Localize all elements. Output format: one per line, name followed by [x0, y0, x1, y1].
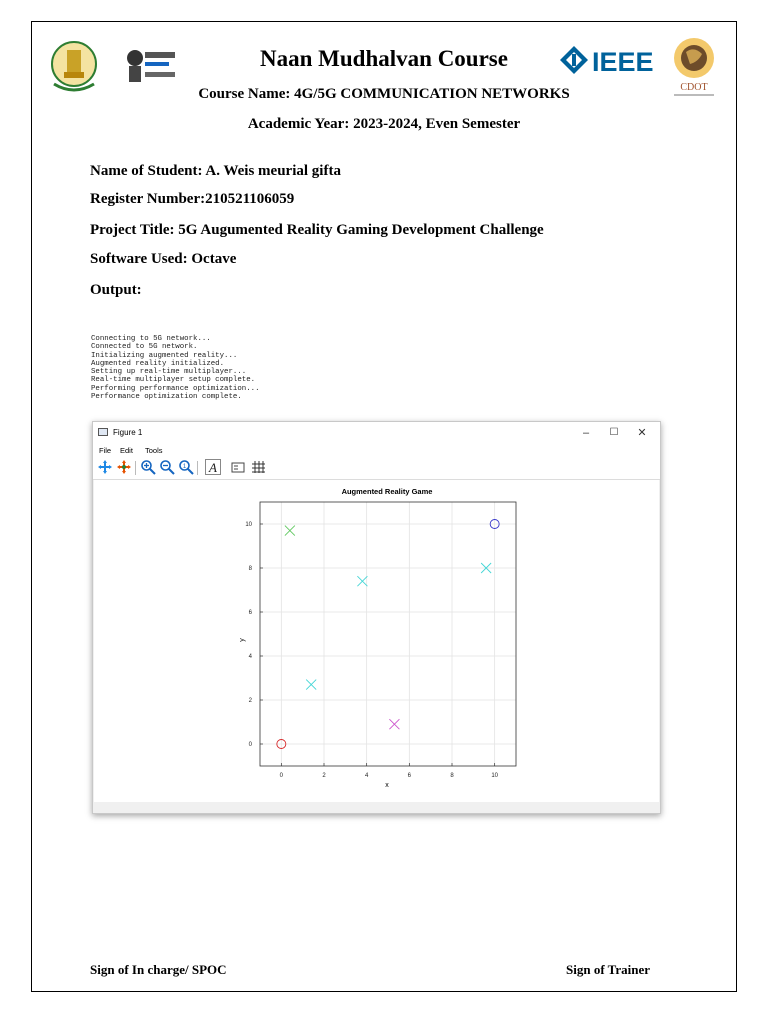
maximize-button[interactable]: ☐ [609, 427, 619, 438]
zoom-out-icon[interactable] [159, 459, 175, 475]
student-name: Name of Student: A. Weis meurial gifta [90, 163, 341, 179]
course-name: Course Name: 4G/5G COMMUNICATION NETWORKS [198, 86, 570, 102]
toolbar-separator [135, 461, 136, 475]
x-axis-label: x [385, 782, 389, 789]
legend-icon[interactable] [230, 459, 246, 475]
console-line: Connected to 5G network. [91, 343, 198, 352]
zoom-in-icon[interactable] [140, 459, 156, 475]
figure-app-icon [98, 428, 108, 436]
figure-statusbar [93, 802, 660, 813]
console-line: Real-time multiplayer setup complete. [91, 376, 256, 385]
rotate-icon[interactable] [116, 459, 132, 475]
figure-window[interactable] [92, 421, 661, 814]
x-tick-label: 8 [450, 773, 454, 779]
console-line: Performing performance optimization... [91, 384, 260, 393]
software-used: Software Used: Octave [90, 251, 237, 267]
figure-menubar [93, 444, 660, 457]
minimize-button[interactable]: – [582, 427, 590, 439]
chart-title: Augmented Reality Game [341, 487, 433, 496]
y-tick-label: 6 [248, 610, 252, 616]
figure-toolbar [93, 457, 660, 480]
register-number: Register Number:210521106059 [90, 191, 295, 207]
sign-trainer: Sign of Trainer [566, 962, 651, 977]
menu-tools[interactable]: Tools [145, 446, 163, 455]
x-tick-label: 4 [364, 773, 369, 779]
scatter-chart[interactable] [94, 480, 659, 802]
sign-incharge-spoc: Sign of In charge/ SPOC [90, 962, 227, 977]
pan-icon[interactable] [97, 459, 113, 475]
output-label: Output: [90, 282, 142, 298]
text-icon[interactable] [205, 459, 221, 475]
console-line: Setting up real-time multiplayer... [91, 368, 247, 377]
menu-edit[interactable]: Edit [120, 446, 133, 455]
cdot-logo-text: CDOT [680, 82, 708, 93]
zoom-reset-icon[interactable] [178, 459, 194, 475]
x-tick-label: 6 [407, 773, 412, 779]
page-title: Naan Mudhalvan Course [260, 46, 508, 71]
project-title: Project Title: 5G Augumented Reality Gaming Development Challenge [90, 222, 544, 238]
console-line: Initializing augmented reality... [91, 351, 238, 360]
ieee-logo-text: IEEE [592, 47, 654, 76]
console-line: Performance optimization complete. [91, 393, 242, 402]
svg-text:1: 1 [182, 464, 187, 470]
academic-year: Academic Year: 2023-2024, Even Semester [247, 116, 521, 132]
x-tick-label: 2 [322, 773, 326, 779]
y-tick-label: 10 [245, 522, 252, 528]
console-output [91, 335, 260, 401]
toolbar-separator [197, 461, 198, 475]
figure-titlebar[interactable] [93, 422, 660, 444]
y-tick-label: 8 [248, 566, 252, 572]
svg-text:A: A [209, 460, 217, 475]
figure-title: Figure 1 [113, 428, 143, 437]
plot-area [260, 502, 516, 766]
grid-icon[interactable] [250, 459, 266, 475]
close-button[interactable]: ✕ [637, 427, 647, 439]
x-tick-label: 10 [491, 773, 499, 779]
menu-file[interactable]: File [99, 446, 112, 455]
console-line: Connecting to 5G network... [91, 335, 211, 343]
figure-canvas[interactable] [94, 480, 659, 802]
x-tick-label: 0 [279, 773, 284, 779]
y-tick-label: 4 [248, 654, 252, 660]
console-line: Augmented reality initialized. [91, 359, 225, 368]
y-axis-label: y [239, 638, 246, 642]
y-tick-label: 0 [248, 742, 252, 748]
y-tick-label: 2 [248, 698, 252, 704]
